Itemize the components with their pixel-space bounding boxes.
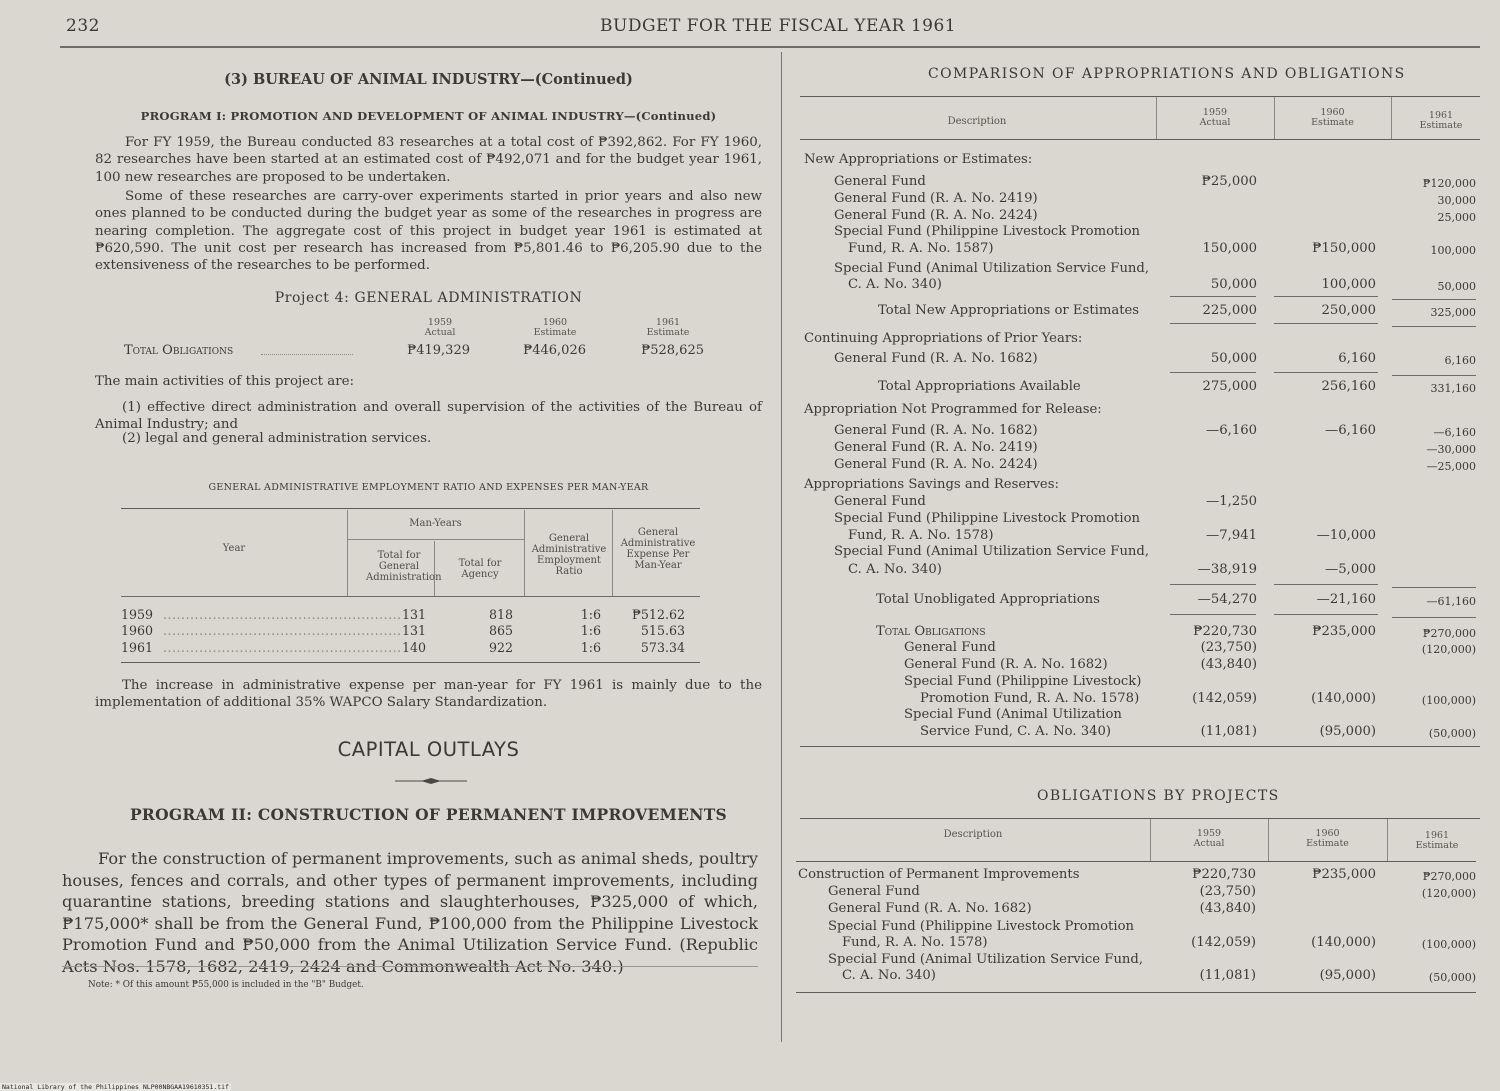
row-value-v3: (100,000) xyxy=(1421,694,1476,707)
row-label: General Fund (R. A. No. 1682) xyxy=(904,657,1108,672)
table-row: 1959 ..................................................... 131 818 1:6 ₱512.62 xyxy=(121,607,685,622)
row-value-v3: —61,160 xyxy=(1426,595,1476,608)
sum-rule xyxy=(1274,296,1378,297)
row-value-v3: —25,000 xyxy=(1426,460,1476,473)
row-value-v2: (95,000) xyxy=(1319,724,1376,739)
projects-header-rule xyxy=(796,861,1476,862)
table-vrule xyxy=(612,510,613,596)
row-value-v3: 50,000 xyxy=(1437,280,1476,293)
sum-rule xyxy=(1392,375,1476,376)
col-description: Description xyxy=(943,829,1003,840)
table-row: 1961 ..................................................... 140 922 1:6 573.34 xyxy=(121,640,685,655)
row-label: Service Fund, C. A. No. 340) xyxy=(920,724,1112,739)
row-value-v3: 30,000 xyxy=(1437,194,1476,207)
row-value-v1: 275,000 xyxy=(1202,379,1257,394)
row-label: Total Obligations xyxy=(876,624,986,639)
tob-head-1959: 1959 Actual xyxy=(424,317,456,338)
row-value-v1: (43,840) xyxy=(1199,901,1256,916)
row-label: General Fund xyxy=(828,884,920,899)
row-label: General Fund (R. A. No. 1682) xyxy=(834,423,1038,438)
projects-top-rule xyxy=(800,818,1480,819)
row-value-v2: —21,160 xyxy=(1316,592,1376,607)
row-value-v1: 225,000 xyxy=(1202,303,1257,318)
row-label: Special Fund (Philippine Livestock) xyxy=(904,674,1142,689)
carryover-paragraph: Some of these researches are carry-over experiments started in prior years and also new ones planned to be conducted during the budget year as some of the researches in progress are nearing completion. The aggregate cost of this project in budget year 1961 is estimated at ₱620,590. The unit cost per research has increased from ₱5,801.46 to ₱6,205.90 due to the extensiveness of the researches to be performed. xyxy=(95,189,762,274)
activity-2: (2) legal and general administration services. xyxy=(122,431,432,446)
row-label: Appropriations Savings and Reserves: xyxy=(804,477,1059,492)
table-subrule xyxy=(347,539,524,540)
head-1959: 1959 Actual xyxy=(1199,107,1231,128)
row-value-v3: (50,000) xyxy=(1428,727,1476,740)
sum-rule xyxy=(1274,323,1378,324)
table-header-rule xyxy=(121,596,700,597)
sum-rule xyxy=(1170,372,1256,373)
row-value-v1: —6,160 xyxy=(1206,423,1257,438)
col-ratio: General Administrative Employment Ratio xyxy=(531,533,607,577)
sum-rule xyxy=(1274,614,1378,615)
row-value-v1: (142,059) xyxy=(1191,935,1256,950)
tob-1959: ₱419,329 xyxy=(407,343,470,358)
sum-rule xyxy=(1170,296,1256,297)
row-value-v3: 25,000 xyxy=(1437,211,1476,224)
table-top-rule xyxy=(121,508,700,509)
row-value-v3: 331,160 xyxy=(1430,382,1476,395)
row-value-v3: (50,000) xyxy=(1428,971,1476,984)
row-value-v1: —54,270 xyxy=(1197,592,1257,607)
head-1960: 1960 Estimate xyxy=(1306,828,1349,849)
sum-rule xyxy=(1170,614,1256,615)
row-value-v3: ₱270,000 xyxy=(1422,627,1476,640)
row-label: General Fund (R. A. No. 1682) xyxy=(828,901,1032,916)
table-vrule xyxy=(434,541,435,596)
row-value-v1: (23,750) xyxy=(1200,640,1257,655)
row-value-v2: —6,160 xyxy=(1325,423,1376,438)
row-value-v1: —7,941 xyxy=(1206,528,1257,543)
row-label: Special Fund (Philippine Livestock Promotion xyxy=(834,224,1140,239)
employment-table-title: GENERAL ADMINISTRATIVE EMPLOYMENT RATIO AND EXPENSES PER MAN-YEAR xyxy=(208,482,649,493)
row-label: Total Unobligated Appropriations xyxy=(876,592,1100,607)
row-label: Fund, R. A. No. 1578) xyxy=(848,528,994,543)
row-value-v1: ₱25,000 xyxy=(1201,174,1257,189)
project-title: Project 4: GENERAL ADMINISTRATION xyxy=(274,290,583,306)
row-value-v1: (11,081) xyxy=(1199,968,1256,983)
total-obligations-label: Total Obligations xyxy=(124,343,234,358)
row-label: General Fund (R. A. No. 2419) xyxy=(834,440,1038,455)
row-label: C. A. No. 340) xyxy=(842,968,936,983)
row-value-v2: (140,000) xyxy=(1311,691,1376,706)
row-label: General Fund (R. A. No. 1682) xyxy=(834,351,1038,366)
row-label: Special Fund (Animal Utilization Service Fund, xyxy=(834,544,1150,559)
row-label: General Fund (R. A. No. 2424) xyxy=(834,457,1038,472)
activities-intro: The main activities of this project are: xyxy=(95,374,355,389)
program-2-title: PROGRAM II: CONSTRUCTION OF PERMANENT IMPROVEMENTS xyxy=(129,805,728,824)
comparison-bottom-rule xyxy=(800,746,1480,747)
capital-outlays-title: CAPITAL OUTLAYS xyxy=(337,738,520,761)
row-label: General Fund (R. A. No. 2419) xyxy=(834,191,1038,206)
header-rule xyxy=(60,46,1480,48)
col-total-agency: Total for Agency xyxy=(458,558,502,580)
increase-paragraph: The increase in administrative expense per man-year for FY 1961 is mainly due to the implementation of additional 35% WAPCO Salary Standardization. xyxy=(95,678,762,711)
row-value-v1: ₱220,730 xyxy=(1192,867,1256,882)
sum-rule xyxy=(1170,584,1256,585)
row-label: Total Appropriations Available xyxy=(878,379,1081,394)
row-value-v1: ₱220,730 xyxy=(1193,624,1257,639)
row-value-v2: ₱235,000 xyxy=(1312,867,1376,882)
row-value-v2: (95,000) xyxy=(1319,968,1376,983)
row-value-v2: ₱150,000 xyxy=(1312,241,1376,256)
row-label: New Appropriations or Estimates: xyxy=(804,152,1033,167)
row-label: Special Fund (Philippine Livestock Promotion xyxy=(834,511,1140,526)
row-value-v1: (43,840) xyxy=(1200,657,1257,672)
row-value-v2: —5,000 xyxy=(1325,562,1376,577)
row-value-v2: ₱235,000 xyxy=(1312,624,1376,639)
row-label: C. A. No. 340) xyxy=(848,277,942,292)
row-label: Continuing Appropriations of Prior Years: xyxy=(804,331,1083,346)
row-value-v1: 50,000 xyxy=(1210,277,1257,292)
row-label: Appropriation Not Programmed for Release: xyxy=(804,402,1102,417)
page-number: 232 xyxy=(66,16,100,36)
tob-head-1960: 1960 Estimate xyxy=(533,317,577,338)
row-value-v1: (11,081) xyxy=(1200,724,1257,739)
row-value-v2: (140,000) xyxy=(1311,935,1376,950)
budget-page: 232 BUDGET FOR THE FISCAL YEAR 1961 (3) BUREAU OF ANIMAL INDUSTRY—(Continued) PROGRAM I: PROMOTION AND DEVELOPMENT OF ANIMAL INDUSTRY—(Continued) For FY 1959, the Bureau conducted 83 researches at a total cost of ₱392,862. For FY 1960, 82 researches have been started at an estimated cost of ₱492,071 and for the budget year 1961, 100 new researches are proposed to be undertaken. Some of these researches are carry-over experiments started in prior years and also new ones planned to be conducted during the budget year as some of the researches in progress are nearing completion. The aggregate cost of this project in budget year 1961 is estimated at ₱620,590. The unit cost per research has increased from ₱5,801.46 to ₱6,205.90 due to the extensiveness of the researches to be performed. Project 4: GENERAL ADMINISTRATION 1959 Actual 1960 Estimate 1961 Estimate Total Obligations ₱419,329 ₱446,026 ₱528,625 The main activities of this project are: (1) effective direct administration and overall supervision of the activities of the Bureau of Animal Industry; and (2) legal and general administration services. GENERAL ADMINISTRATIVE EMPLOYMENT RATIO AND EXPENSES PER MAN-YEAR Year Man-Years Total for General Administration Total for Agency General Administrative Employment Ratio General Administrative Expense Per Man-Year 1959 ..................................................... 131 818 1:6 ₱512.62 1960 ..................................................... 131 865 1:6 515.63 1961 ..................................................... 140 922 1:6 573.34 The increase in administrative expense per man-year for FY 1961 is mainly due to the implementation of additional 35% WAPCO Salary Standardization. CAPITAL OUTLAYS PROGRAM II: CONSTRUCTION OF PERMANENT IMPROVEMENTS For the construction of permanent improvements, such as animal sheds, poultry houses, fences and corrals, and other types of permanent improvements, including quarantine stations, breeding stations and slaughterhouses, ₱325,000 of which, ₱175,000* shall be from the General Fund, ₱100,000 from the Philippine Livestock Promotion Fund and ₱50,000 from the Animal Utilization Service Fund. (Republic Acts Nos. 1578, 1682, 2419, 2424 and Commonwealth Act No. 340.) Note: * Of this amount ₱55,000 is included in the "B" Budget. COMPARISON OF APPROPRIATIONS AND OBLIGATIONS Description 1959 Actual 1960 Estimate 1961 Estimate New Appropriations or Estimates: General Fund ₱25,000 ₱120,000 General Fund (R. A. No. 2419) 30,000 General Fund (R. A. No. 2424) 25,000 Special Fund (Philippine Livestock Promotion Fund, R. A. No. 1587) 150,000 ₱150,000 100,000 Special Fund (Animal Utilization Service Fund, C. A. No. 340) 50,000 100,000 50,000 Total New Appropriations or Estimates 225,000 250,000 325,000 Continuing Appropriations of Prior Years: General Fund (R. A. No. 1682) 50,000 6,160 6,160 Total Appropriations Available 275,000 256,160 331,160 Appropriation Not Programmed for Release: General Fund (R. A. No. 1682) —6,160 —6,160 —6,160 General Fund (R. A. No. 2419) —30,000 General Fund (R. A. No. 2424) —25,000 Appropriations Savings and Reserves: General Fund —1,250 Special Fund (Philippine Livestock Promotion Fund, R. A. No. 1578) —7,941 —10,000 Special Fund (Animal Utilization Service Fund, C. A. No. 340) —38,919 —5,000 Total Unobligated Appropriations —54,270 —21,160 —61,160 Total Obligations ₱220,730 ₱235,000 ₱270,000 General Fund (23,750) (120,000) General Fund (R. A. No. 1682) (43,840) Special Fund (Philippine Livestock) Promotion Fund, R. A. No. 1578) (142,059) (140,000) (100,000) Special Fund (Animal Utilization Service Fund, C. A. No. 340) (11,081) (95,000) (50,000) OBLIGATIONS BY PROJECTS Description 1959 Actual 1960 Estimate 1961 Estimate Construction of Permanent Improvements ₱220,730 ₱235,000 ₱270,000 General Fund (23,750) (120,000) General Fund (R. A. No. 1682) (43,840) Special Fund (Philippine Livestock Promotion Fund, R. A. No. 1578) (142,059) (140,000) (100,000) Special Fund (Animal Utilization Service Fund, C. A. No. 340) (11,081) (95,000) (50,000) National Library of the Philippines NLP00NBGAA19610351.tif xyxy=(0,0,1500,1091)
row-value-v3: (100,000) xyxy=(1421,938,1476,951)
projects-bottom-rule xyxy=(796,992,1476,993)
row-value-v1: —38,919 xyxy=(1197,562,1257,577)
row-label: General Fund xyxy=(834,174,926,189)
table-row: 1960 ..................................................... 131 865 1:6 515.63 xyxy=(121,623,685,638)
head-1961: 1961 Estimate xyxy=(1419,110,1463,131)
row-label: C. A. No. 340) xyxy=(848,562,942,577)
row-value-v1: —1,250 xyxy=(1206,494,1257,509)
head-1960: 1960 Estimate xyxy=(1311,107,1354,128)
col-expense: General Administrative Expense Per Man-Year xyxy=(620,527,696,571)
row-label: Total New Appropriations or Estimates xyxy=(878,303,1140,318)
footnote: Note: * Of this amount ₱55,000 is included in the "B" Budget. xyxy=(88,980,364,990)
row-label: Promotion Fund, R. A. No. 1578) xyxy=(920,691,1140,706)
sum-rule xyxy=(1392,326,1476,327)
row-value-v3: 325,000 xyxy=(1430,306,1476,319)
library-stamp: National Library of the Philippines NLP00NBGAA19610351.tif xyxy=(2,1083,229,1091)
sum-rule xyxy=(1274,372,1378,373)
row-value-v3: ₱120,000 xyxy=(1422,177,1476,190)
page-title: BUDGET FOR THE FISCAL YEAR 1961 xyxy=(600,16,957,36)
research-paragraph: For FY 1959, the Bureau conducted 83 researches at a total cost of ₱392,862. For FY 1960, 82 researches have been started at an estimated cost of ₱492,071 and for the budget year 1961, 100 new researches are proposed to be undertaken. xyxy=(95,135,762,185)
tob-1961: ₱528,625 xyxy=(641,343,704,358)
row-value-v3: 100,000 xyxy=(1430,244,1476,257)
col-year: Year xyxy=(222,543,246,554)
ornament-divider xyxy=(395,778,467,784)
row-value-v1: (23,750) xyxy=(1199,884,1256,899)
row-value-v1: (142,059) xyxy=(1192,691,1257,706)
sum-rule xyxy=(1170,323,1256,324)
sum-rule xyxy=(1274,584,1378,585)
row-label: Construction of Permanent Improvements xyxy=(798,867,1080,882)
row-label: Fund, R. A. No. 1587) xyxy=(848,241,994,256)
footnote-rule xyxy=(62,966,758,967)
row-value-v1: 50,000 xyxy=(1210,351,1257,366)
program-title: PROGRAM I: PROMOTION AND DEVELOPMENT OF ANIMAL INDUSTRY—(Continued) xyxy=(140,109,717,123)
comparison-top-rule xyxy=(800,96,1480,97)
activity-1: (1) effective direct administration and overall supervision of the activities of the Bureau of Animal Industry; and xyxy=(95,400,762,433)
row-value-v2: 250,000 xyxy=(1321,303,1376,318)
table-bottom-rule xyxy=(121,662,700,663)
sum-rule xyxy=(1392,617,1476,618)
tob-head-1961: 1961 Estimate xyxy=(646,317,690,338)
row-value-v1: 150,000 xyxy=(1202,241,1257,256)
row-value-v3: —6,160 xyxy=(1433,426,1476,439)
sum-rule xyxy=(1392,587,1476,588)
row-label: Special Fund (Philippine Livestock Promotion xyxy=(828,919,1134,934)
row-label: Special Fund (Animal Utilization Service Fund, xyxy=(828,952,1144,967)
sum-rule xyxy=(1392,299,1476,300)
tob-1960: ₱446,026 xyxy=(523,343,586,358)
row-label: General Fund (R. A. No. 2424) xyxy=(834,208,1038,223)
leader-dots xyxy=(261,354,353,355)
head-1959: 1959 Actual xyxy=(1193,828,1225,849)
table-vrule xyxy=(524,510,525,596)
column-divider xyxy=(781,52,782,1042)
col-description: Description xyxy=(947,116,1007,127)
section-title: (3) BUREAU OF ANIMAL INDUSTRY—(Continued) xyxy=(224,71,633,88)
row-label: Special Fund (Animal Utilization Service Fund, xyxy=(834,261,1150,276)
row-value-v3: (120,000) xyxy=(1421,643,1476,656)
row-value-v2: 100,000 xyxy=(1321,277,1376,292)
row-value-v3: (120,000) xyxy=(1421,887,1476,900)
col-man-years: Man-Years xyxy=(409,518,462,529)
head-1961: 1961 Estimate xyxy=(1415,830,1459,851)
row-value-v2: 256,160 xyxy=(1321,379,1376,394)
row-value-v3: 6,160 xyxy=(1444,354,1476,367)
construction-paragraph: For the construction of permanent improvements, such as animal sheds, poultry houses, fences and corrals, and other types of permanent improvements, including quarantine stations, breeding stations and slaughterhouses, ₱325,000 of which, ₱175,000* shall be from the General Fund, ₱100,000 from the Philippine Livestock Promotion Fund and ₱50,000 from the Animal Utilization Service Fund. (Republic Acts Nos. 1578, 1682, 2419, 2424 and Commonwealth Act No. 340.) xyxy=(62,849,758,976)
row-label: Special Fund (Animal Utilization xyxy=(904,707,1122,722)
row-value-v3: —30,000 xyxy=(1426,443,1476,456)
comparison-header-rule xyxy=(800,139,1480,140)
row-label: General Fund xyxy=(834,494,926,509)
row-label: General Fund xyxy=(904,640,996,655)
row-value-v3: ₱270,000 xyxy=(1422,870,1476,883)
col-total-admin: Total for General Administration xyxy=(366,550,442,583)
row-value-v2: 6,160 xyxy=(1338,351,1376,366)
row-value-v2: —10,000 xyxy=(1316,528,1376,543)
row-label: Fund, R. A. No. 1578) xyxy=(842,935,988,950)
